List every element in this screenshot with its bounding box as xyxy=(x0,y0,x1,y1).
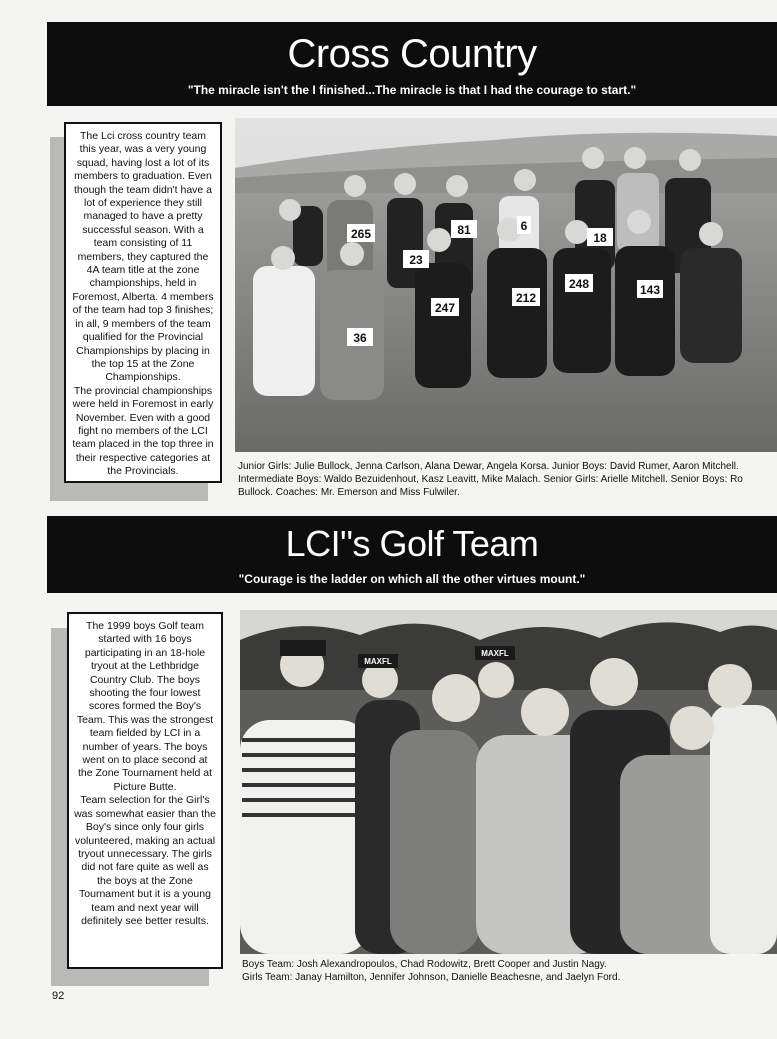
cross-country-team-photo xyxy=(235,118,777,452)
caption-line: Boys Team: Josh Alexandropoulos, Chad Rodowitz, Brett Cooper and Justin Nagy. xyxy=(242,959,607,970)
cap-logo: MAXFL xyxy=(364,657,392,666)
bib-number: 18 xyxy=(593,231,607,245)
bib-number: 36 xyxy=(353,331,367,345)
bib-number: 81 xyxy=(457,223,471,237)
bib-number: 212 xyxy=(515,291,537,305)
golf-quote: "Courage is the ladder on which all the other virtues mount." xyxy=(238,572,586,586)
cross-country-caption xyxy=(238,460,777,499)
bib-number: 6 xyxy=(520,219,528,233)
caption-line: Intermediate Boys: Waldo Bezuidenhout, Kasz Leavitt, Mike Malach. Senior Girls: Arielle Mitchell. Senior Boys: Ro xyxy=(238,474,743,485)
golf-caption xyxy=(242,958,777,984)
page-number: 92 xyxy=(52,990,65,1002)
golf-title: LCI"s Golf Team xyxy=(285,523,539,564)
bib-number: 265 xyxy=(350,227,372,241)
cap-logo: MAXFL xyxy=(481,649,509,658)
caption-line: Junior Girls: Julie Bullock, Jenna Carlson, Alana Dewar, Angela Korsa. Junior Boys: David Rumer, Aaron Mitchell. xyxy=(238,461,739,472)
cross-country-banner xyxy=(47,22,777,106)
golf-team-photo xyxy=(240,610,777,954)
bib-number: 143 xyxy=(639,283,661,297)
golf-text: The 1999 boys Golf team started with 16 boys participating in an 18-hole tryout at the Lethbridge Country Club. The boys shooting the four lowest scores formed the Boy's Team. This was the strongest team fielded by LCI in a number of years. The boys went on to place second at the Zone Tournament held at Picture Butte. Team selection for the Girl's was somewhat easier than the Boy's since only four girls volunteered, making an actual tryout unnecessary. The girls did not fare quite as well as the boys at the Zone Tournament but it is a young team and next year will definitely see better results. xyxy=(67,612,223,969)
bib-number: 248 xyxy=(568,277,590,291)
bib-number: 247 xyxy=(434,301,456,315)
caption-line: Bullock. Coaches: Mr. Emerson and Miss Fulwiler. xyxy=(238,487,460,498)
bib-number: 23 xyxy=(409,253,423,267)
cross-country-text: The Lci cross country team this year, was a very young squad, having lost a lot of its members to graduation. Even though the team didn't have a lot of experience they still managed to have a pretty successful season. With a team consisting of 11 members, they captured the 4A team title at the zone championships, held in Foremost, Alberta. 4 members of the team had top 3 finishes; in all, 9 members of the team qualified for the Provincial Championships by placing in the top 15 at the Zone Championships. The provincial championships were held in Foremost in early November. Even with a good fight no members of the LCI team placed in the top three in their respective categories at the Provincials. xyxy=(64,122,222,483)
cross-country-title: Cross Country xyxy=(287,32,537,76)
golf-banner xyxy=(47,516,777,593)
cross-country-quote: "The miracle isn't the I finished...The miracle is that I had the courage to start." xyxy=(187,83,637,97)
caption-line: Girls Team: Janay Hamilton, Jennifer Johnson, Danielle Beachesne, and Jaelyn Ford. xyxy=(242,972,621,983)
